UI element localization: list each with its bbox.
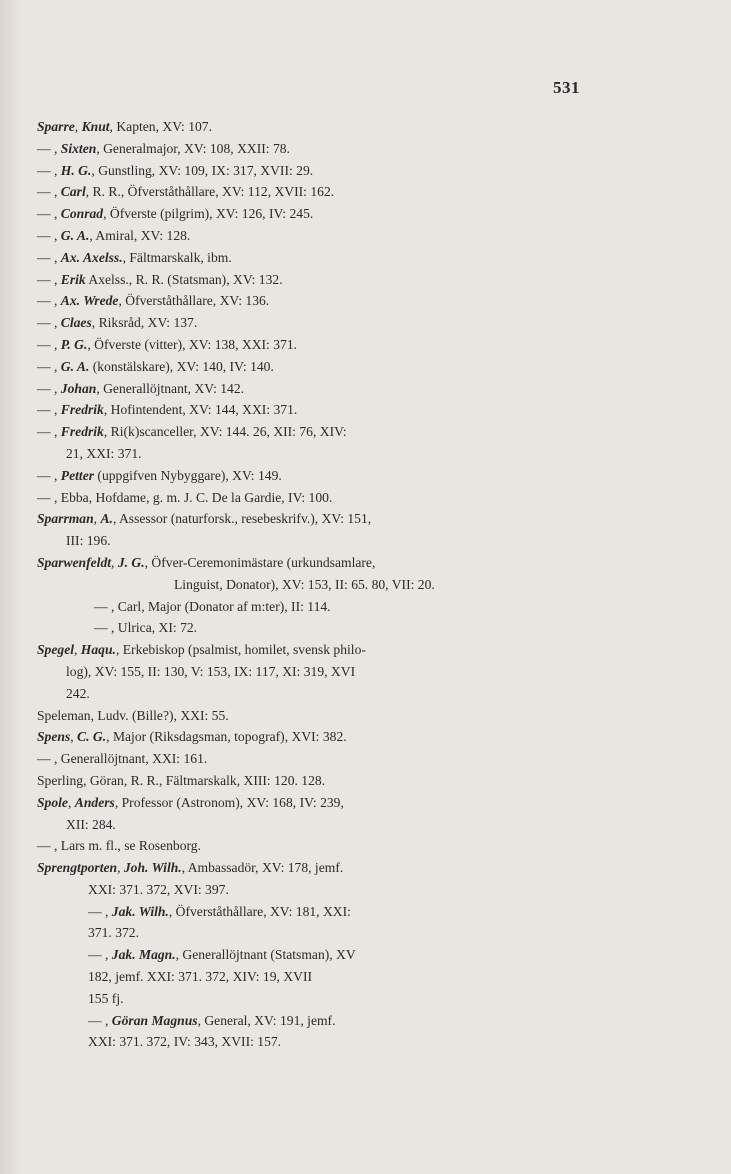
entry-text: — ,: [37, 336, 61, 352]
entry-name: Knut: [81, 119, 110, 134]
entry-text: Axelss., R. R. (Statsman), XV: 132.: [85, 271, 283, 287]
index-line: [0, 574, 731, 596]
index-line: [0, 421, 731, 443]
entry-text: Sperling, Göran, R. R., Fältmarskalk, XIII: 120. 128.: [37, 772, 326, 788]
entry-name: Erik: [60, 271, 86, 287]
entry-name: Spegel: [37, 642, 74, 658]
entry-text: — ,: [88, 1012, 112, 1028]
entry-name: Jak. Wilh.: [111, 903, 169, 919]
index-line: [0, 835, 731, 857]
entry-name: Jak. Magn.: [111, 947, 176, 963]
entry-text: XXI: 371. 372, XVI: 397.: [88, 881, 229, 897]
entry-text: ,: [93, 511, 101, 527]
entry-text: — , Generallöjtnant, XXI: 161.: [37, 751, 208, 767]
entry-name: Ax. Axelss.: [60, 249, 123, 265]
entry-text: , Riksråd, XV: 137.: [91, 315, 198, 331]
entry-text: — ,: [37, 315, 61, 331]
index-line: [0, 792, 731, 814]
entry-text: , Erkebiskop (psalmist, homilet, svensk philo-: [115, 642, 366, 658]
entry-name: Sparre: [37, 119, 75, 134]
entry-text: , General, XV: 191, jemf.: [197, 1012, 336, 1028]
entry-text: , Generallöjtnant, XV: 142.: [96, 380, 245, 396]
index-line: [0, 814, 731, 836]
entry-text: — ,: [37, 140, 61, 156]
entry-text: — ,: [37, 358, 61, 374]
index-entries: [0, 116, 731, 1053]
index-line: [0, 770, 731, 792]
index-line: [0, 160, 731, 182]
entry-name: Conrad: [60, 206, 104, 222]
entry-name: G. A.: [60, 358, 90, 374]
entry-name: C. G.: [77, 729, 107, 745]
entry-text: 371. 372.: [88, 925, 139, 941]
entry-text: — ,: [37, 293, 61, 309]
index-line: [0, 944, 731, 966]
entry-text: , Öfverståthållare, XV: 181, XXI:: [168, 903, 351, 919]
entry-text: 155 fj.: [88, 990, 124, 1006]
entry-text: , Kapten, XV: 107.: [109, 119, 212, 134]
entry-name: Sprengtporten: [37, 860, 118, 876]
entry-name: Fredrik: [60, 424, 104, 440]
entry-text: , Amiral, XV: 128.: [89, 227, 191, 243]
entry-name: Sparwenfeldt: [37, 554, 112, 570]
entry-name: Ax. Wrede: [60, 293, 119, 309]
entry-name: Johan: [60, 380, 97, 396]
entry-text: 242.: [66, 685, 90, 701]
entry-name: Anders: [74, 794, 115, 810]
entry-text: ,: [67, 794, 75, 810]
index-line: [0, 116, 731, 138]
index-line: [0, 181, 731, 203]
index-line: [0, 290, 731, 312]
index-line: [0, 399, 731, 421]
entry-text: Linguist, Donator), XV: 153, II: 65. 80, VII: 20.: [174, 576, 435, 592]
index-line: [0, 443, 731, 465]
entry-text: — , Carl, Major (Donator af m:ter), II: 114.: [94, 598, 331, 614]
entry-text: ,: [74, 119, 82, 134]
entry-name: Sparrman: [37, 511, 94, 527]
index-line: [0, 922, 731, 944]
entry-text: — ,: [37, 402, 61, 418]
index-line: [0, 1010, 731, 1032]
index-line: [0, 138, 731, 160]
entry-text: XXI: 371. 372, IV: 343, XVII: 157.: [88, 1034, 282, 1050]
entry-text: , Ri(k)scanceller, XV: 144. 26, XII: 76, XIV:: [103, 424, 347, 440]
entry-text: , Major (Riksdagsman, topograf), XVI: 382.: [106, 729, 347, 745]
entry-name: Carl: [60, 184, 86, 200]
entry-text: , Generalmajor, XV: 108, XXII: 78.: [96, 140, 290, 156]
entry-text: — , Ebba, Hofdame, g. m. J. C. De la Gardie, IV: 100.: [37, 489, 333, 505]
entry-text: 21, XXI: 371.: [66, 445, 142, 461]
index-line: [0, 530, 731, 552]
entry-name: Joh. Wilh.: [123, 860, 182, 876]
entry-text: log), XV: 155, II: 130, V: 153, IX: 117, XI: 319, XVI: [66, 663, 356, 679]
entry-text: — ,: [37, 249, 61, 265]
index-line: [0, 748, 731, 770]
index-line: [0, 247, 731, 269]
entry-name: Fredrik: [60, 402, 104, 418]
entry-text: — ,: [37, 380, 61, 396]
entry-text: , Öfverste (pilgrim), XV: 126, IV: 245.: [103, 206, 314, 222]
entry-text: , Ambassadör, XV: 178, jemf.: [181, 860, 344, 876]
entry-name: A.: [100, 511, 113, 527]
index-line: [0, 225, 731, 247]
index-line: [0, 203, 731, 225]
index-line: [0, 705, 731, 727]
entry-text: , Hofintendent, XV: 144, XXI: 371.: [103, 402, 298, 418]
entry-name: Spole: [37, 794, 68, 810]
entry-text: (uppgifven Nybyggare), XV: 149.: [94, 467, 282, 483]
entry-text: (konstälskare), XV: 140, IV: 140.: [89, 358, 274, 374]
entry-text: , R. R., Öfverståthållare, XV: 112, XVII: 162.: [85, 184, 335, 200]
entry-text: — ,: [37, 162, 61, 178]
entry-text: — , Ulrica, XI: 72.: [94, 620, 198, 636]
index-line: [0, 508, 731, 530]
entry-name: Göran Magnus: [111, 1012, 198, 1028]
entry-text: ,: [111, 554, 118, 570]
index-line: [0, 312, 731, 334]
index-line: [0, 617, 731, 639]
entry-name: Haqu.: [80, 642, 116, 658]
index-line: [0, 1031, 731, 1053]
index-line: [0, 378, 731, 400]
index-line: [0, 487, 731, 509]
entry-text: , Assessor (naturforsk., resebeskrifv.), XV: 151,: [112, 511, 372, 527]
entry-name: Claes: [60, 315, 92, 331]
page-number: 531: [553, 78, 580, 97]
entry-text: , Öfverste (vitter), XV: 138, XXI: 371.: [87, 336, 298, 352]
index-line: [0, 269, 731, 291]
entry-text: — ,: [37, 467, 61, 483]
entry-text: , Generallöjtnant (Statsman), XV: [175, 947, 356, 963]
entry-name: Sixten: [60, 140, 97, 156]
index-line: [0, 465, 731, 487]
entry-text: ,: [74, 642, 81, 658]
entry-text: 182, jemf. XXI: 371. 372, XIV: 19, XVII: [88, 969, 313, 985]
entry-text: — ,: [37, 206, 61, 222]
entry-name: G. A.: [60, 227, 90, 243]
index-line: [0, 683, 731, 705]
entry-text: , Fältmarskalk, ibm.: [122, 249, 232, 265]
index-line: [0, 356, 731, 378]
index-line: [0, 596, 731, 618]
entry-text: , Öfverståthållare, XV: 136.: [118, 293, 270, 309]
entry-name: H. G.: [60, 162, 92, 178]
entry-text: ,: [117, 860, 124, 876]
index-line: [0, 988, 731, 1010]
entry-name: P. G.: [60, 336, 88, 352]
index-line: [0, 857, 731, 879]
index-line: [0, 661, 731, 683]
index-line: [0, 966, 731, 988]
entry-name: Petter: [60, 467, 95, 483]
entry-text: , Öfver-Ceremonimästare (urkundsamlare,: [144, 554, 376, 570]
index-line: [0, 901, 731, 923]
index-line: [0, 552, 731, 574]
entry-text: , Professor (Astronom), XV: 168, IV: 239,: [114, 794, 344, 810]
entry-text: ,: [70, 729, 78, 745]
entry-name: J. G.: [117, 554, 145, 570]
entry-text: — ,: [37, 424, 61, 440]
entry-text: — ,: [37, 184, 61, 200]
entry-text: Speleman, Ludv. (Bille?), XXI: 55.: [37, 707, 229, 723]
entry-text: XII: 284.: [66, 816, 116, 832]
entry-text: III: 196.: [66, 533, 111, 549]
index-line: [0, 639, 731, 661]
entry-text: — , Lars m. fl., se Rosenborg.: [37, 838, 201, 854]
index-line: [0, 879, 731, 901]
entry-text: — ,: [88, 947, 112, 963]
entry-text: — ,: [37, 227, 61, 243]
entry-text: — ,: [88, 903, 112, 919]
index-line: [0, 726, 731, 748]
index-line: [0, 334, 731, 356]
entry-name: Spens: [37, 729, 71, 745]
entry-text: — ,: [37, 271, 61, 287]
entry-text: , Gunstling, XV: 109, IX: 317, XVII: 29.: [91, 162, 314, 178]
